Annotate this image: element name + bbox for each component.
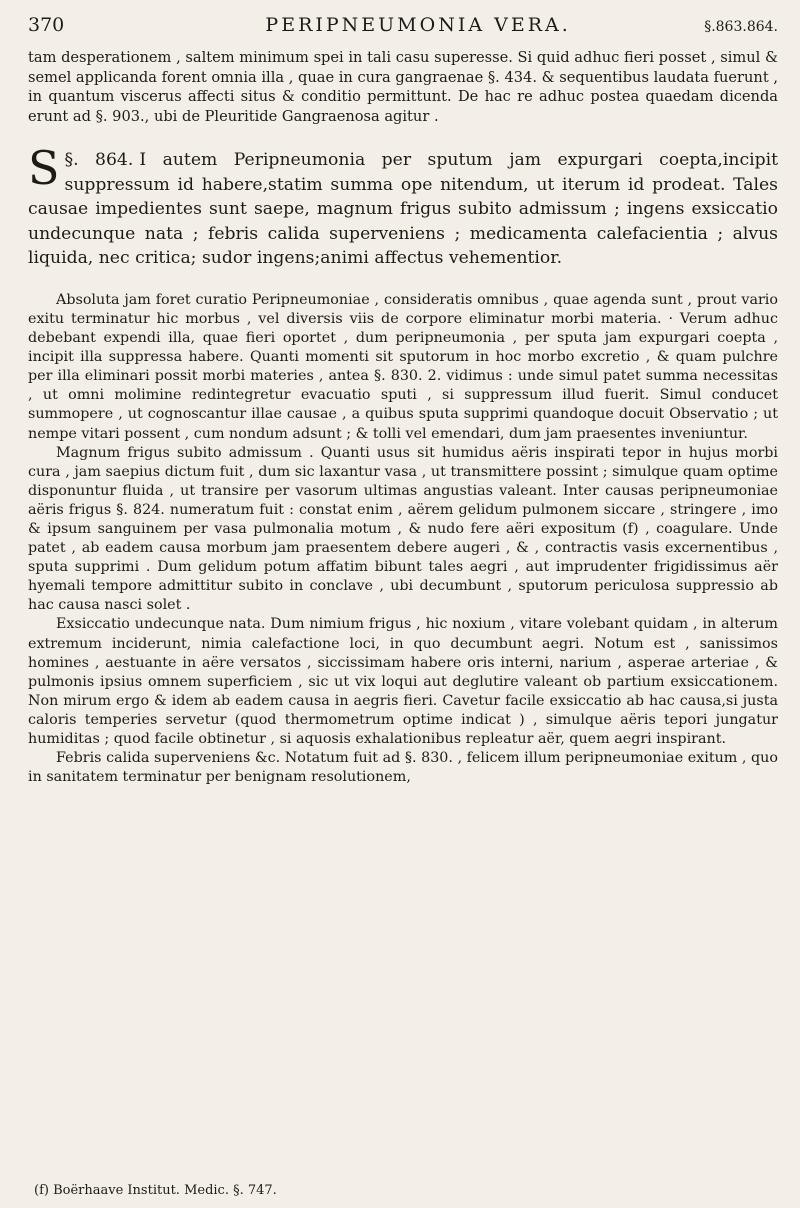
section-864 xyxy=(28,141,778,271)
section-text: I autem Peripneumonia per sputum jam expurgari coepta,incipit suppressum id habere,statim summa ope nitendum, ut iterum id prodeat. Tales causae impedientes sunt saepe, magnum frigus subito admissum ; ingens exsiccatio undecunque nata ; febris calida superveniens ; medicamenta calefacientia ; alvus liquida, nec critica; sudor ingens;animi affectus vehementior. xyxy=(28,150,778,269)
continuation-paragraph: tam desperationem , saltem minimum spei in tali casu superesse. Si quid adhuc fieri posset , simul & semel applicanda forent omnia illa , quae in cura gangraenae §. 434. & sequentibus laudata fuerunt , in quantum viscerus affecti situs & conditio permittunt. De hac re adhuc postea quaedam dicenda erunt ad §. 903., ubi de Pleuritide Gangraenosa agitur . xyxy=(28,49,778,125)
section-number: §. 864. xyxy=(64,150,134,171)
running-head xyxy=(28,14,778,48)
commentary-paragraph: Magnum frigus subito admissum . Quanti usus sit humidus aëris inspirati tepor in hujus morbi cura , jam saepius dictum fuit , dum sic laxantur vasa , ut transmittere possint ; simulque quam optime disponuntur fluida , ut transire per vasorum ultimas angustias valeant. Inter causas peripneumoniae aëris frigus §. 824. numeratum fuit : constat enim , aërem gelidum pulmonem siccare , stringere , imo & ipsum sanguinem per vasa pulmonalia motum , & nudo fere aëri expositum (f) , coagulare. Unde patet , ab eadem causa morbum jam praesentem debere augeri , & , contractis vasis excernentibus , sputa supprimi . Dum gelidum potum affatim bibunt tales aegri , aut imprudenter frigidissimus aër hyemali tempore admittitur subito in conclave , ubi decumbunt , sputorum periculosa suppressio ab hac causa nasci solet . xyxy=(28,444,778,614)
commentary-paragraph: Febris calida superveniens &c. Notatum fuit ad §. 830. , felicem illum peripneumoniae exitum , quo in sanitatem terminatur per benignam resolutionem, xyxy=(28,750,778,786)
commentary-paragraph: Exsiccatio undecunque nata. Dum nimium frigus , hic noxium , vitare volebant quidam , in alterum extremum inciderunt, nimia calefactione loci, in quo decumbunt aegri. Notum est , sanissimos homines , aestuante in aëre versatos , siccissimam habere oris interni, narium , asperae arteriae , & pulmonis ipsius omnem superficiem , sic ut vix loqui aut deglutire valeant ob partium exsiccationem. Non mirum ergo & idem ab eadem causa in aegris fieri. Cavetur facile exsiccatio ab hac causa,si justa caloris temperies servetur (quod thermometrum optime indicat ) , simulque aëris tepori jungatur humiditas ; quod facile obtinetur , si aquosis exhalationibus repleatur aër, quem aegri inspirant. xyxy=(28,616,778,748)
running-title: PERIPNEUMONIA VERA. xyxy=(265,14,571,36)
commentary-paragraph: Absoluta jam foret curatio Peripneumoniae , consideratis omnibus , quae agenda sunt , prout vario exitu terminatur hic morbus , vel diversis viis de corpore eliminatur morbi materia. · Verum adhuc debebant expendi illa, quae fieri oportet , dum peripneumonia , per sputa jam expurgari coepta , incipit illa suppressa habere. Quanti momenti sit sputorum in hoc morbo excretio , & quam pulchre per illa eliminari possit morbi materies , antea §. 830. 2. vidimus : unde simul patet summa necessitas , ut omni molimine redintegretur evacuatio sputi , si suppressum illud fuerit. Simul conducet summopere , ut cognoscantur illae causae , a quibus sputa supprimi quandoque docuit Observatio ; ut nempe vitari possent , cum nondum adsunt ; & tolli vel emendari, dum jam praesentes inveniuntur. xyxy=(28,291,778,442)
initial-letter: S xyxy=(28,141,60,196)
commentary xyxy=(28,291,778,787)
footnote: (f) Boërhaave Institut. Medic. §. 747. xyxy=(34,1183,277,1198)
section-reference: §.863.864. xyxy=(704,19,778,35)
page-number: 370 xyxy=(28,14,65,36)
